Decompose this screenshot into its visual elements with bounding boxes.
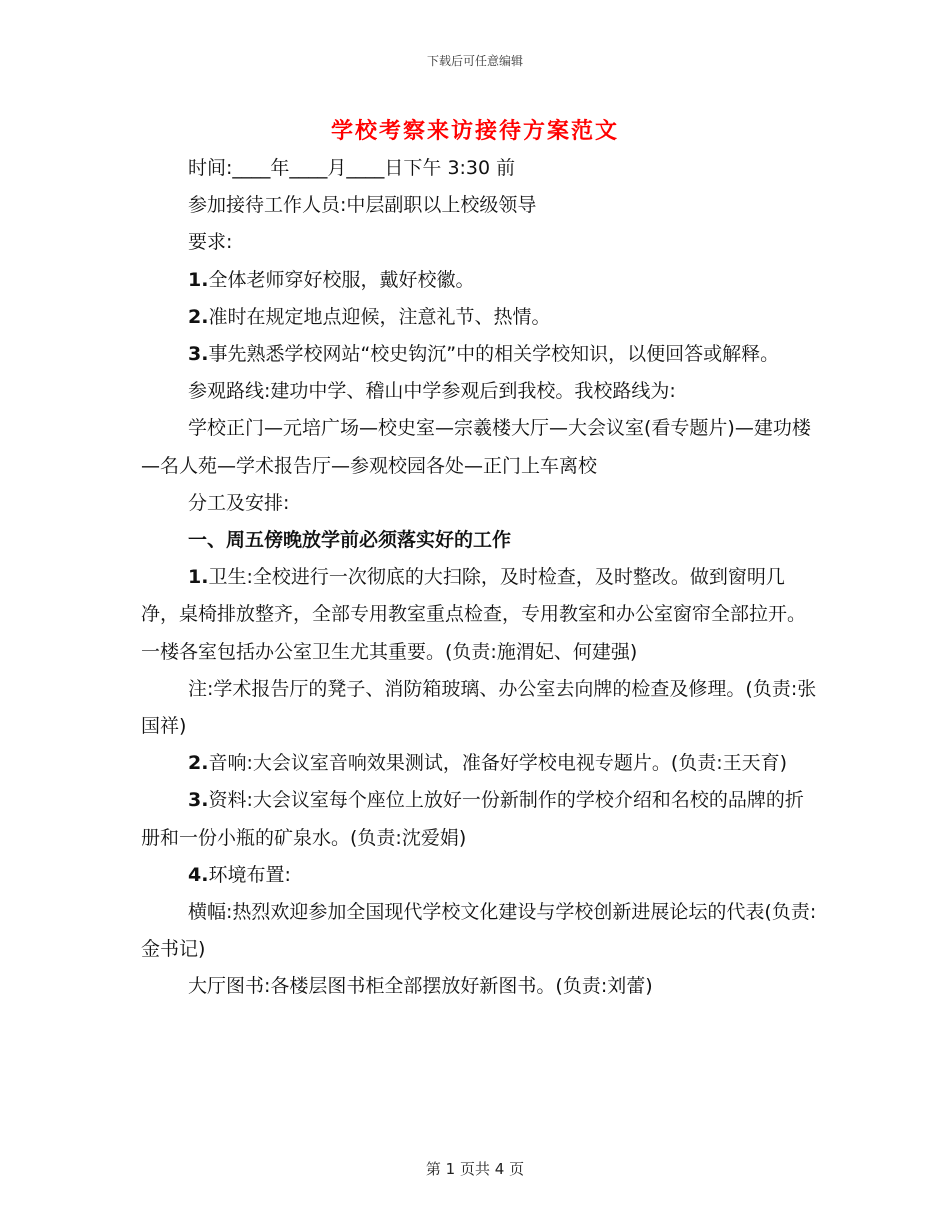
paragraph-route: 学校正门—元培广场—校史室—宗羲楼大厅—大会议室(看专题片)—建功楼—名人苑—学术报告厅—参观校园各处—正门上车离校	[141, 417, 811, 477]
paragraph-time: 时间:____年____月____日下午 3:30 前	[188, 157, 516, 179]
item-number: 1.	[188, 566, 209, 589]
paragraph-hall-books: 大厅图书:各楼层图书柜全部摆放好新图书。(负责:刘蕾)	[188, 975, 653, 998]
paragraph-requirement-3: 3.事先熟悉学校网站“校史钩沉”中的相关学校知识，以便回答或解释。	[188, 343, 780, 366]
paragraph-requirement-1: 1.全体老师穿好校服，戴好校徽。	[188, 268, 475, 291]
item-number: 2.	[188, 752, 209, 775]
section-heading-1: 一、周五傍晚放学前必须落实好的工作	[188, 529, 512, 552]
item-number: 1.	[188, 268, 209, 291]
item-number: 3.	[188, 789, 209, 812]
document-title: 学校考察来访接待方案范文	[330, 119, 619, 144]
paragraph-requirements-label: 要求:	[188, 231, 233, 254]
paragraph-task-hygiene: 1.卫生:全校进行一次彻底的大扫除，及时检查，及时整改。做到窗明几净，桌椅排放整齐，全部专用教室重点检查，专用教室和办公室窗帘全部拉开。一楼各室包括办公室卫生尤其重要。(负责:施渭妃、何建强)	[141, 566, 807, 663]
item-number: 4.	[188, 863, 209, 886]
paragraph-route-intro: 参观路线:建功中学、稽山中学参观后到我校。我校路线为:	[188, 380, 676, 403]
paragraph-assignment-label: 分工及安排:	[188, 491, 290, 514]
document-body	[141, 150, 821, 1006]
paragraph-task-environment: 4.环境布置:	[188, 863, 291, 886]
paragraph-banner: 横幅:热烈欢迎参加全国现代学校文化建设与学校创新进展论坛的代表(负责:金书记)	[141, 901, 817, 961]
paragraph-note: 注:学术报告厅的凳子、消防箱玻璃、办公室去向牌的检查及修理。(负责:张国祥)	[141, 677, 817, 738]
page-header: 下载后可任意编辑	[426, 54, 523, 68]
paragraph-task-materials: 3.资料:大会议室每个座位上放好一份新制作的学校介绍和名校的品牌的折册和一份小瓶的矿泉水。(负责:沈爱娟)	[141, 789, 804, 849]
paragraph-staff: 参加接待工作人员:中层副职以上校级领导	[188, 194, 537, 217]
page-footer: 第 1 页共 4 页	[425, 1160, 525, 1178]
paragraph-requirement-2: 2.准时在规定地点迎候，注意礼节、热情。	[188, 305, 551, 328]
paragraph-task-audio: 2.音响:大会议室音响效果测试，准备好学校电视专题片。(负责:王天育)	[188, 752, 788, 775]
item-number: 3.	[188, 343, 209, 366]
item-number: 2.	[188, 305, 209, 328]
